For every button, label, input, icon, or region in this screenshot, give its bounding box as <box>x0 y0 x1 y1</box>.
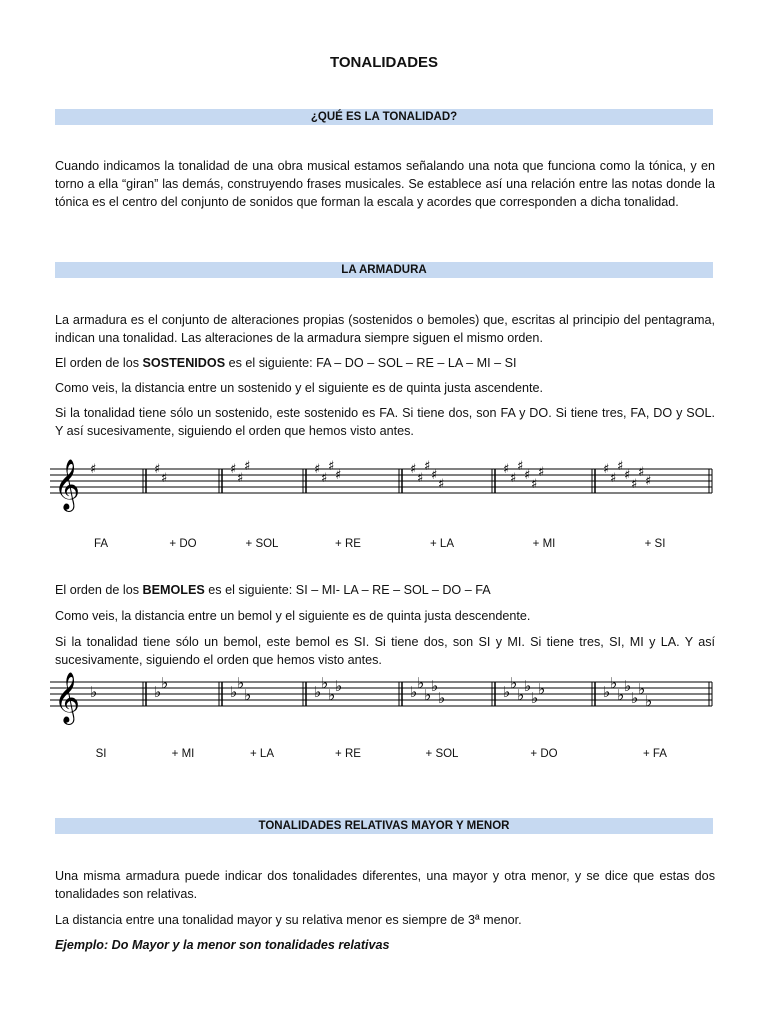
flats-staff-svg <box>50 666 715 726</box>
sharp-icon: ♯ <box>230 462 237 477</box>
flat-icon: ♭ <box>417 674 425 692</box>
flat-icon: ♭ <box>517 686 525 704</box>
section-heading-que-es: ¿QUÉ ES LA TONALIDAD? <box>55 109 713 125</box>
key-label: + MI <box>171 748 195 760</box>
key-label: SI <box>95 748 107 760</box>
flats-order-line <box>55 581 715 599</box>
flat-icon: ♭ <box>154 683 162 701</box>
key-label: + RE <box>335 538 361 550</box>
sharps-staff <box>50 453 715 513</box>
sharp-icon: ♯ <box>517 459 524 474</box>
paragraph-armadura: La armadura es el conjunto de alteraciones propias (sostenidos o bemoles) que, escritas al principio del pentagrama, indican una tonalidad. Las alteraciones de la armadura siempre siguen el mismo orden. <box>55 313 715 345</box>
flat-icon: ♭ <box>624 677 632 695</box>
flat-icon: ♭ <box>244 686 252 704</box>
key-label: + SOL <box>425 748 459 760</box>
flat-icon: ♭ <box>161 674 169 692</box>
key-label: + MI <box>532 538 556 550</box>
page-title: TONALIDADES <box>329 54 439 71</box>
sharp-icon: ♯ <box>538 465 545 480</box>
flats-distance-line: Como veis, la distancia entre un bemol y el siguiente es de quinta justa descendente. <box>55 609 531 623</box>
flat-icon: ♭ <box>314 683 322 701</box>
flat-icon: ♭ <box>328 686 336 704</box>
key-label: + RE <box>335 748 361 760</box>
section-heading-relativas: TONALIDADES RELATIVAS MAYOR Y MENOR <box>55 818 713 834</box>
sharp-icon: ♯ <box>410 462 417 477</box>
flat-icon: ♭ <box>90 683 98 701</box>
sharp-icon: ♯ <box>624 468 631 483</box>
sharp-icon: ♯ <box>617 459 624 474</box>
sharps-order-bold: SOSTENIDOS <box>142 356 226 370</box>
flat-icon: ♭ <box>617 686 625 704</box>
flat-icon: ♭ <box>645 692 653 710</box>
flat-icon: ♭ <box>610 674 618 692</box>
sharp-icon: ♯ <box>524 468 531 483</box>
flat-icon: ♭ <box>603 683 611 701</box>
sharp-icon: ♯ <box>631 477 638 492</box>
flats-order-suffix: es el siguiente: SI – MI- LA – RE – SOL – DO – FA <box>204 583 491 597</box>
key-label: + SI <box>644 538 666 550</box>
flat-icon: ♭ <box>237 674 245 692</box>
sharp-icon: ♯ <box>417 471 424 486</box>
key-label: + DO <box>530 748 558 760</box>
treble-clef-icon: 𝄞 <box>54 672 81 723</box>
relative-distance-line: La distancia entre una tonalidad mayor y su relativa menor es siempre de 3ª menor. <box>55 913 522 927</box>
key-label: FA <box>93 538 109 550</box>
paragraph-relativas: Una misma armadura puede indicar dos tonalidades diferentes, una mayor y otra menor, y se dice que estas dos tonalidades son relativas. <box>55 869 715 901</box>
sharp-icon: ♯ <box>431 468 438 483</box>
key-label: + FA <box>643 748 667 760</box>
flat-icon: ♭ <box>431 677 439 695</box>
sharp-icon: ♯ <box>531 477 538 492</box>
sharp-icon: ♯ <box>244 459 251 474</box>
sharps-staff-svg <box>50 453 715 513</box>
key-label: + SOL <box>245 538 279 550</box>
flat-icon: ♭ <box>631 689 639 707</box>
sharp-icon: ♯ <box>335 468 342 483</box>
flat-icon: ♭ <box>503 683 511 701</box>
sharps-order-prefix: El orden de los <box>55 356 143 370</box>
paragraph-tonalidad: Cuando indicamos la tonalidad de una obra musical estamos señalando una nota que funciona como la tónica, y en torno a ella “giran” las demás, construyendo frases musicales. Se establece así una relación entre las notas donde la tónica es el centro del conjunto de sonidos que forman la escala y acordes que corresponden a dicha tonalidad. <box>55 159 715 209</box>
flat-icon: ♭ <box>438 689 446 707</box>
key-label: + LA <box>250 748 274 760</box>
flats-order-bold: BEMOLES <box>142 583 205 597</box>
sharp-icon: ♯ <box>237 471 244 486</box>
sharp-icon: ♯ <box>645 474 652 489</box>
sharp-icon: ♯ <box>161 471 168 486</box>
flat-icon: ♭ <box>410 683 418 701</box>
sharp-icon: ♯ <box>510 471 517 486</box>
example-line: Ejemplo: Do Mayor y la menor son tonalidades relativas <box>55 938 390 952</box>
sharp-icon: ♯ <box>638 465 645 480</box>
sharp-icon: ♯ <box>321 471 328 486</box>
flat-icon: ♭ <box>335 677 343 695</box>
flat-icon: ♭ <box>230 683 238 701</box>
flat-icon: ♭ <box>638 680 646 698</box>
sharp-icon: ♯ <box>424 459 431 474</box>
sharp-icon: ♯ <box>328 459 335 474</box>
flats-order-prefix: El orden de los <box>55 583 143 597</box>
flats-staff <box>50 666 715 726</box>
flat-icon: ♭ <box>321 674 329 692</box>
flat-icon: ♭ <box>524 677 532 695</box>
key-label: + DO <box>169 538 197 550</box>
flat-icon: ♭ <box>510 674 518 692</box>
sharp-icon: ♯ <box>154 462 161 477</box>
flat-icon: ♭ <box>531 689 539 707</box>
flat-icon: ♭ <box>538 680 546 698</box>
sharp-icon: ♯ <box>90 462 97 477</box>
section-heading-armadura: LA ARMADURA <box>55 262 713 278</box>
flats-explain-paragraph: Si la tonalidad tiene sólo un bemol, este bemol es SI. Si tiene dos, son SI y MI. Si tiene tres, SI, MI y LA. Y así sucesivamente, siguiendo el orden que hemos visto antes. <box>55 635 715 667</box>
sharps-explain-paragraph: Si la tonalidad tiene sólo un sostenido, este sostenido es FA. Si tiene dos, son FA y DO. Si tiene tres, FA, DO y SOL. Y así sucesivamente, siguiendo el orden que hemos visto antes. <box>55 406 715 438</box>
sharps-order-suffix: es el siguiente: FA – DO – SOL – RE – LA – MI – SI <box>225 356 517 370</box>
sharps-order-line <box>55 354 715 372</box>
sharp-icon: ♯ <box>314 462 321 477</box>
sharp-icon: ♯ <box>603 462 610 477</box>
sharp-icon: ♯ <box>610 471 617 486</box>
sharp-icon: ♯ <box>503 462 510 477</box>
flat-icon: ♭ <box>424 686 432 704</box>
sharps-distance-line: Como veis, la distancia entre un sostenido y el siguiente es de quinta justa ascendente. <box>55 381 543 395</box>
treble-clef-icon: 𝄞 <box>54 459 81 510</box>
sharp-icon: ♯ <box>438 477 445 492</box>
key-label: + LA <box>430 538 454 550</box>
